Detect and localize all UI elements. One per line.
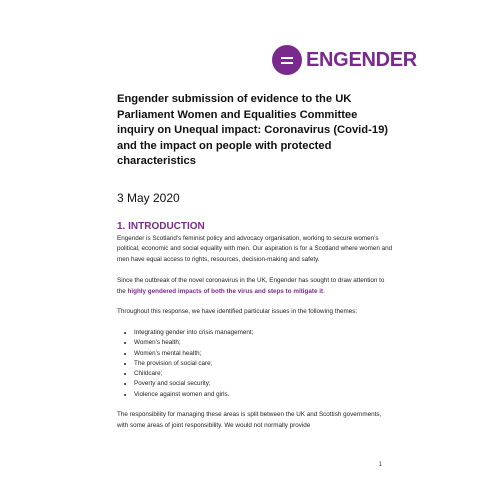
document-title: Engender submission of evidence to the UK Parliament Women and Equalities Committee inquiry on Unequal impact: Coronavirus (Covid-19) and the impact on people with protected characteristics — [117, 93, 389, 167]
intro-paragraph-4: The responsibility for managing these areas is split between the UK and Scottish governments, with some areas of joint responsibility. We would not normally provide — [117, 410, 382, 429]
intro-paragraph-2-end: . — [323, 287, 325, 295]
list-item: • The provision of social care; — [134, 359, 393, 369]
intro-paragraph-3: Throughout this response, we have identified particular issues in the following themes: — [117, 308, 358, 316]
list-item: • Childcare; — [134, 369, 393, 379]
engender-logo — [272, 45, 417, 75]
equals-logo-icon — [272, 45, 302, 75]
logo-text: ENGENDER — [306, 48, 417, 71]
intro-paragraph-2-text: Since the outbreak of the novel coronavirus in the UK, Engender has sought to draw attention to the — [117, 276, 385, 295]
list-item: • Women’s health; — [134, 338, 393, 348]
list-item: • Women’s mental health; — [134, 349, 393, 359]
gendered-impacts-link[interactable]: highly gendered impacts of both the virus and steps to mitigate it — [127, 287, 324, 295]
section-heading-introduction: 1. INTRODUCTION — [117, 220, 205, 232]
document-body — [117, 92, 393, 441]
intro-paragraph-2 — [117, 276, 393, 298]
list-item: • Poverty and social security; — [134, 379, 393, 389]
page-number: 1 — [378, 462, 382, 468]
list-item: • Integrating gender into crisis management; — [134, 328, 393, 338]
list-item: • Violence against women and girls. — [134, 390, 393, 400]
intro-paragraph-1: Engender is Scotland’s feminist policy and advocacy organisation, working to secure women’s political, economic and social equality with men. Our aspiration is for a Scotland where women and men have equal access to rights, resources, decision-making and safety. — [117, 234, 393, 264]
document-date: 3 May 2020 — [117, 190, 180, 205]
themes-list — [117, 328, 393, 399]
